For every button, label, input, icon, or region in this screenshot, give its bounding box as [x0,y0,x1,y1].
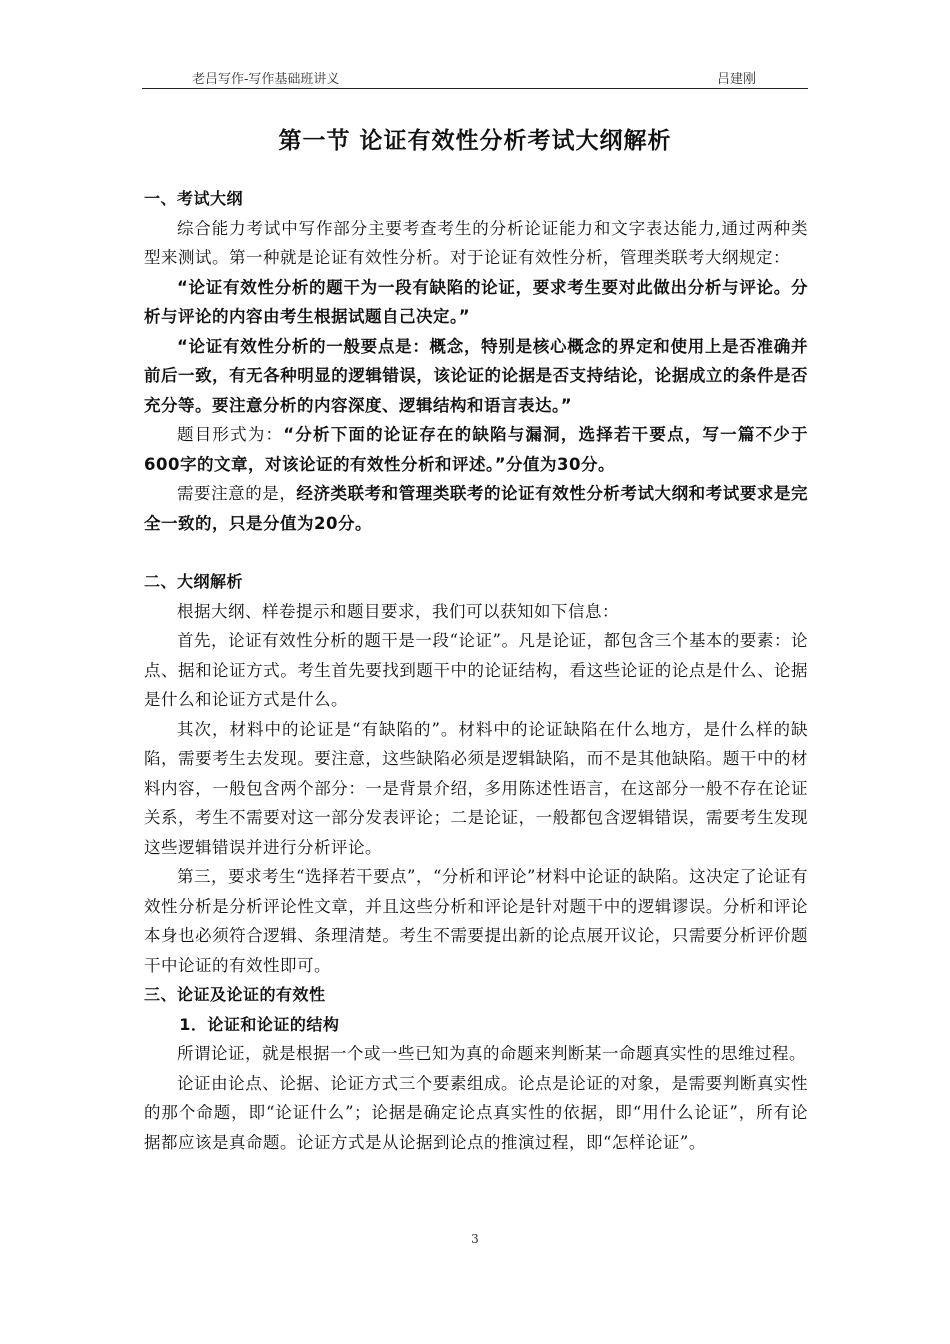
paragraph: 第三，要求考生“选择若干要点”，“分析和评论”材料中论证的缺陷。这决定了论证有效性分析是分析评论性文章，并且这些分析和评论是针对题干中的逻辑谬误。分析和评论本身也必须符合逻辑、条理清楚。考生不需要提出新的论点展开议论，只需要分析评价题干中论证的有效性即可。 [144,867,808,975]
paragraph [144,420,808,479]
header-author: 吕建刚 [716,72,756,87]
page-number: 3 [471,1232,479,1246]
page-title: 第一节 论证有效性分析考试大纲解析 [278,128,672,154]
quote-paragraph: “论证有效性分析的一般要点是：概念，特别是核心概念的界定和使用上是否准确并前后一致，有无各种明显的逻辑错误，该论证的论据是否支持结论，论据成立的条件是否充分等。要注意分析的内容深度、逻辑结构和语言表达。” [144,336,808,415]
paragraph: 所谓论证，就是根据一个或一些已知为真的命题来判断某一命题真实性的思维过程。 [177,1044,806,1063]
spacer [144,538,808,567]
text-span: 题目形式为： [177,425,284,444]
paragraph: 其次，材料中的论证是“有缺陷的”。材料中的论证缺陷在什么地方，是什么样的缺陷，需要考生去发现。要注意，这些缺陷必须是逻辑缺陷，而不是其他缺陷。题干中的材料内容，一般包含两个部分：一是背景介绍，多用陈述性语言，在这部分一般不存在论证关系，考生不需要对这一部分发表评论；二是论证，一般都包含逻辑错误，需要考生发现这些逻辑错误并进行分析评论。 [144,719,808,857]
page-header [142,62,808,89]
bold-text-span: 经济类联考和管理类联考的论证有效性分析考试大纲和考试要求是完全一致的，只是分值为20分。 [144,484,809,533]
quote-paragraph: “论证有效性分析的题干为一段有缺陷的论证，要求考生要对此做出分析与评论。分析与评论的内容由考生根据试题自己决定。” [144,277,808,326]
subsection-heading: 1．论证和论证的结构 [179,1014,340,1034]
paragraph: 论证由论点、论据、论证方式三个要素组成。论点是论证的对象，是需要判断真实性的那个命题，即“论证什么”；论据是确定论点真实性的依据，即“用什么论证”，所有论据都应该是真命题。论证方式是从论据到论点的推演过程，即“怎样论证”。 [144,1073,808,1152]
header-left-text: 老吕写作-写作基础班讲义 [192,72,340,87]
section-heading-1: 一、考试大纲 [144,189,244,208]
bold-text-span: “分析下面的论证存在的缺陷与漏洞，选择若干要点，写一篇不少于600字的文章，对该论证的有效性分析和评述。”分值为30分。 [144,425,808,474]
document-body [144,184,808,1157]
paragraph [144,479,808,538]
paragraph: 综合能力考试中写作部分主要考查考生的分析论证能力和文字表达能力,通过两种类型来测试。第一种就是论证有效性分析。对于论证有效性分析，管理类联考大纲规定： [144,218,808,267]
paragraph: 根据大纲、样卷提示和题目要求，我们可以获知如下信息： [177,601,619,621]
section-heading-3: 三、论证及论证的有效性 [144,985,326,1004]
text-span: 需要注意的是， [177,484,297,503]
section-heading-2: 二、大纲解析 [144,572,244,591]
paragraph: 首先，论证有效性分析的题干是一段“论证”。凡是论证，都包含三个基本的要素：论点、据和论证方式。考生首先要找到题干中的论证结构，看这些论证的论点是什么、论据是什么和论证方式是什么。 [144,631,808,709]
